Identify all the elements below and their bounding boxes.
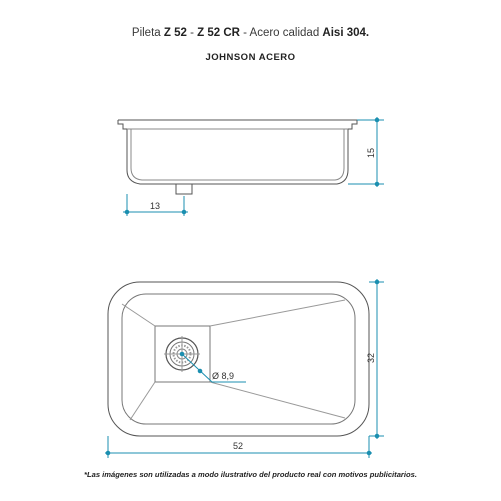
model-b: Z 52 CR: [197, 27, 240, 39]
disclaimer: *Las imágenes son utilizadas a modo ilustrativo del producto real con motivos publicitarios.: [84, 470, 417, 479]
top-inner-basin: [122, 294, 355, 424]
material-grade: Aisi 304.: [322, 27, 370, 39]
model-a: Z 52: [163, 27, 187, 39]
height-label: 32: [366, 352, 376, 364]
material-text: - Acero calidad: [239, 27, 323, 39]
top-view: [108, 282, 369, 436]
width-label: 52: [232, 441, 244, 451]
side-view: [118, 120, 357, 194]
side-rim: [118, 120, 357, 129]
drain-diameter-label: Ø 8,9: [212, 371, 235, 381]
side-drain: [176, 184, 192, 194]
drain-offset-label: 13: [149, 201, 161, 211]
side-basin-inner: [131, 129, 344, 180]
title-prefix: Pileta: [131, 27, 164, 39]
top-outer-rim: [108, 282, 369, 436]
side-basin: [127, 129, 348, 184]
title-separator: -: [186, 27, 198, 39]
brand-name: JOHNSON ACERO: [205, 52, 296, 63]
depth-label: 15: [366, 147, 376, 159]
